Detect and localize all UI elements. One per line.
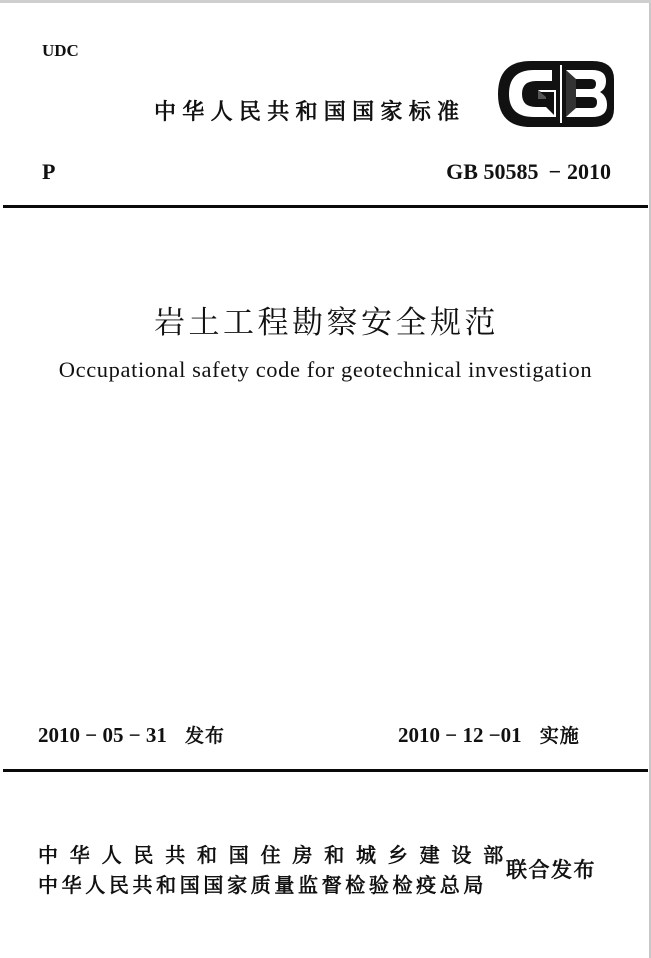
udc-label: UDC [42,41,79,60]
implementation-date [398,721,580,748]
classification-code: P [42,159,56,184]
standard-number-year: 2010 [567,159,611,184]
standard-number-prefix: GB 50585 [446,159,539,184]
standard-number [446,159,611,185]
issuer-aqsiq: 中华人民共和国国家质量监督检验检疫总局 [38,873,484,897]
title-english: Occupational safety code for geotechnical investigation [58,357,593,382]
gb-logo-icon [496,59,616,129]
joint-release-label: 联合发布 [506,858,596,882]
implementation-date-label: 实施 [539,725,580,747]
issue-date [38,721,225,748]
implementation-date-value: 2010 − 12 −01 [398,723,522,747]
footer-divider [3,769,648,772]
title-chinese: 岩土工程勘察安全规范 [154,305,499,341]
issue-date-label: 发布 [184,725,225,747]
standard-number-dash: − [548,159,561,184]
issuer-ministry-housing: 中华人民共和国住房和城乡建设部 [38,843,515,867]
header-divider [3,205,648,208]
standard-series-title: 中华人民共和国国家标准 [154,100,466,125]
issue-date-value: 2010 − 05 − 31 [38,723,167,747]
